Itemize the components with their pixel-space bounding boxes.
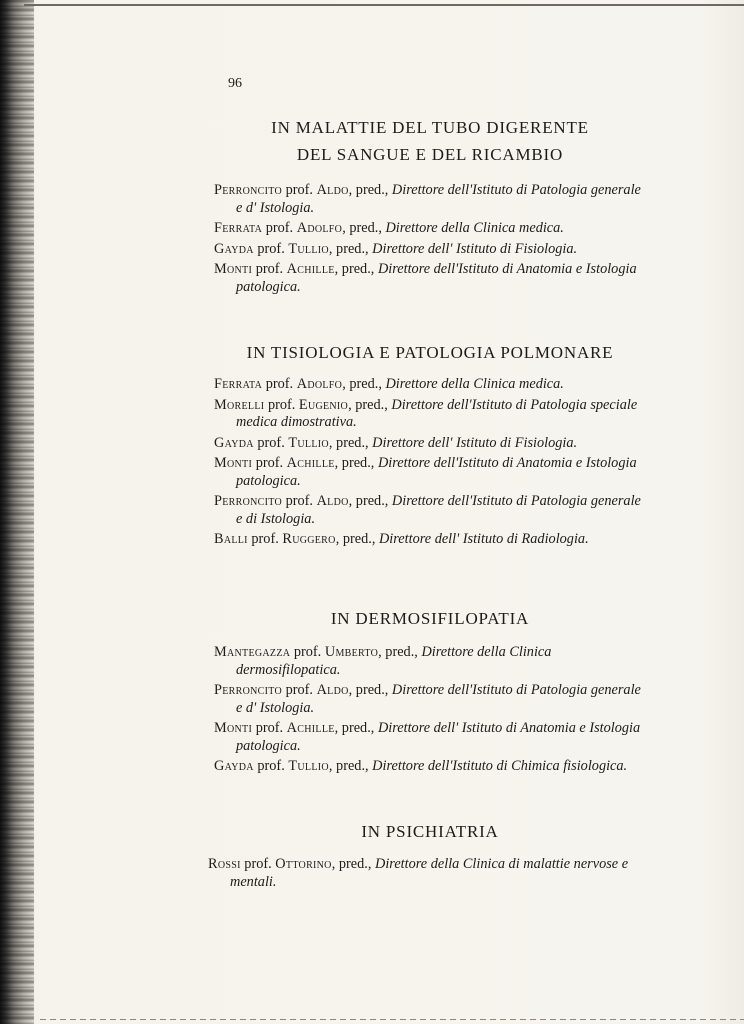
section-heading-psichiatria: [214, 818, 646, 845]
given-name: Aldo: [316, 682, 349, 698]
pred-label: , pred.,: [342, 220, 382, 236]
list-item: [214, 435, 646, 453]
surname: Rossi: [208, 856, 241, 872]
surname: Ferrata: [214, 220, 263, 236]
pred-label: , pred.,: [328, 758, 369, 774]
given-name: Achille: [286, 455, 335, 471]
given-name: Tullio: [288, 758, 329, 774]
position-title: Direttore della Clinica di malattie nervose e mentali.: [230, 856, 629, 890]
heading-line: IN PSICHIATRIA: [361, 822, 499, 841]
list-item: [214, 455, 646, 490]
list-item: [214, 720, 646, 755]
prof-label: prof.: [255, 455, 284, 471]
pred-label: , pred.,: [328, 434, 369, 451]
given-name: Aldo: [316, 182, 349, 198]
position-title: Direttore dell' Istituto di Anatomia e Istologia patologica.: [236, 720, 641, 754]
heading-line: IN TISIOLOGIA E PATOLOGIA POLMONARE: [246, 343, 614, 362]
given-name: Adolfo: [296, 220, 343, 236]
prof-label: prof.: [257, 758, 285, 774]
list-item: [214, 531, 646, 549]
surname: Ferrata: [214, 376, 263, 392]
surname: Gayda: [214, 240, 254, 257]
heading-line: IN MALATTIE DEL TUBO DIGERENTE: [271, 118, 589, 137]
surname: Gayda: [214, 434, 254, 451]
list-item: [214, 241, 646, 259]
surname: Perroncito: [214, 182, 282, 198]
section-entries-tisiologia: [214, 376, 646, 552]
list-item: [208, 856, 646, 891]
top-edge-rule: [24, 4, 744, 6]
surname: Monti: [214, 720, 253, 736]
position-title: Direttore dell'Istituto di Anatomia e Istologia patologica.: [236, 455, 637, 489]
position-title: Direttore dell' Istituto di Fisiologia.: [372, 434, 578, 451]
given-name: Umberto: [324, 644, 379, 660]
prof-label: prof.: [255, 720, 284, 736]
given-name: Ruggero: [282, 531, 336, 547]
given-name: Achille: [286, 720, 335, 736]
position-title: Direttore della Clinica dermosifilopatica.: [236, 644, 552, 678]
prof-label: prof.: [293, 644, 322, 660]
given-name: Achille: [286, 261, 335, 277]
position-title: Direttore dell'Istituto di Patologia speciale medica dimostrativa.: [236, 396, 638, 430]
prof-label: prof.: [251, 531, 279, 547]
surname: Gayda: [214, 758, 254, 774]
list-item: [214, 682, 646, 717]
position-title: Direttore dell'Istituto di Patologia generale e d' Istologia.: [236, 182, 641, 216]
list-item: [214, 758, 646, 776]
prof-label: prof.: [265, 376, 294, 392]
list-item: [214, 261, 646, 296]
pred-label: , pred.,: [335, 531, 376, 547]
pred-label: , pred.,: [334, 261, 375, 277]
section-entries-psichiatria: [208, 856, 646, 894]
section-entries-digerente: [214, 182, 646, 299]
section-heading-tisiologia: [214, 339, 646, 366]
surname: Perroncito: [214, 682, 282, 698]
page-number: 96: [228, 76, 242, 91]
prof-label: prof.: [285, 182, 313, 198]
pred-label: , pred.,: [348, 396, 388, 413]
section-heading-dermosifilopatia: [214, 605, 646, 632]
list-item: [214, 376, 646, 394]
prof-label: prof.: [255, 261, 284, 277]
prof-label: prof.: [267, 396, 296, 413]
bottom-edge-rule: [40, 1019, 744, 1020]
position-title: Direttore dell'Istituto di Anatomia e Istologia patologica.: [236, 261, 637, 295]
given-name: Tullio: [288, 240, 329, 257]
surname: Morelli: [214, 396, 265, 413]
given-name: Tullio: [288, 434, 329, 451]
position-title: Direttore dell' Istituto di Radiologia.: [378, 531, 589, 547]
position-title: Direttore dell' Istituto di Fisiologia.: [372, 240, 578, 257]
prof-label: prof.: [285, 682, 313, 698]
given-name: Aldo: [316, 493, 349, 509]
pred-label: , pred.,: [348, 493, 389, 509]
prof-label: prof.: [257, 240, 285, 257]
position-title: Direttore dell'Istituto di Patologia generale e d' Istologia.: [236, 682, 641, 716]
given-name: Eugenio: [298, 396, 349, 413]
prof-label: prof.: [257, 434, 285, 451]
given-name: Ottorino: [275, 856, 332, 872]
prof-label: prof.: [285, 493, 313, 509]
given-name: Adolfo: [296, 376, 343, 392]
pred-label: , pred.,: [342, 376, 382, 392]
book-binding-edge: [0, 0, 34, 1024]
list-item: [214, 493, 646, 528]
list-item: [214, 182, 646, 217]
list-item: [214, 644, 646, 679]
pred-label: , pred.,: [348, 682, 389, 698]
position-title: Direttore dell'Istituto di Chimica fisiologica.: [372, 758, 628, 774]
pred-label: , pred.,: [328, 240, 369, 257]
pred-label: , pred.,: [334, 720, 375, 736]
pred-label: , pred.,: [378, 644, 418, 660]
surname: Monti: [214, 261, 253, 277]
list-item: [214, 397, 646, 432]
list-item: [214, 220, 646, 238]
position-title: Direttore della Clinica medica.: [385, 376, 564, 392]
section-heading-digerente: [214, 114, 646, 168]
section-entries-dermosifilopatia: [214, 644, 646, 779]
pred-label: , pred.,: [348, 182, 389, 198]
prof-label: prof.: [265, 220, 294, 236]
heading-line: IN DERMOSIFILOPATIA: [330, 609, 530, 628]
heading-line: DEL SANGUE E DEL RICAMBIO: [296, 145, 564, 164]
position-title: Direttore dell'Istituto di Patologia generale e di Istologia.: [236, 493, 641, 527]
prof-label: prof.: [244, 856, 272, 872]
surname: Perroncito: [214, 493, 282, 509]
pred-label: , pred.,: [331, 856, 372, 872]
surname: Monti: [214, 455, 253, 471]
position-title: Direttore della Clinica medica.: [385, 220, 564, 236]
pred-label: , pred.,: [334, 455, 375, 471]
surname: Balli: [214, 531, 248, 547]
surname: Mantegazza: [214, 644, 291, 660]
